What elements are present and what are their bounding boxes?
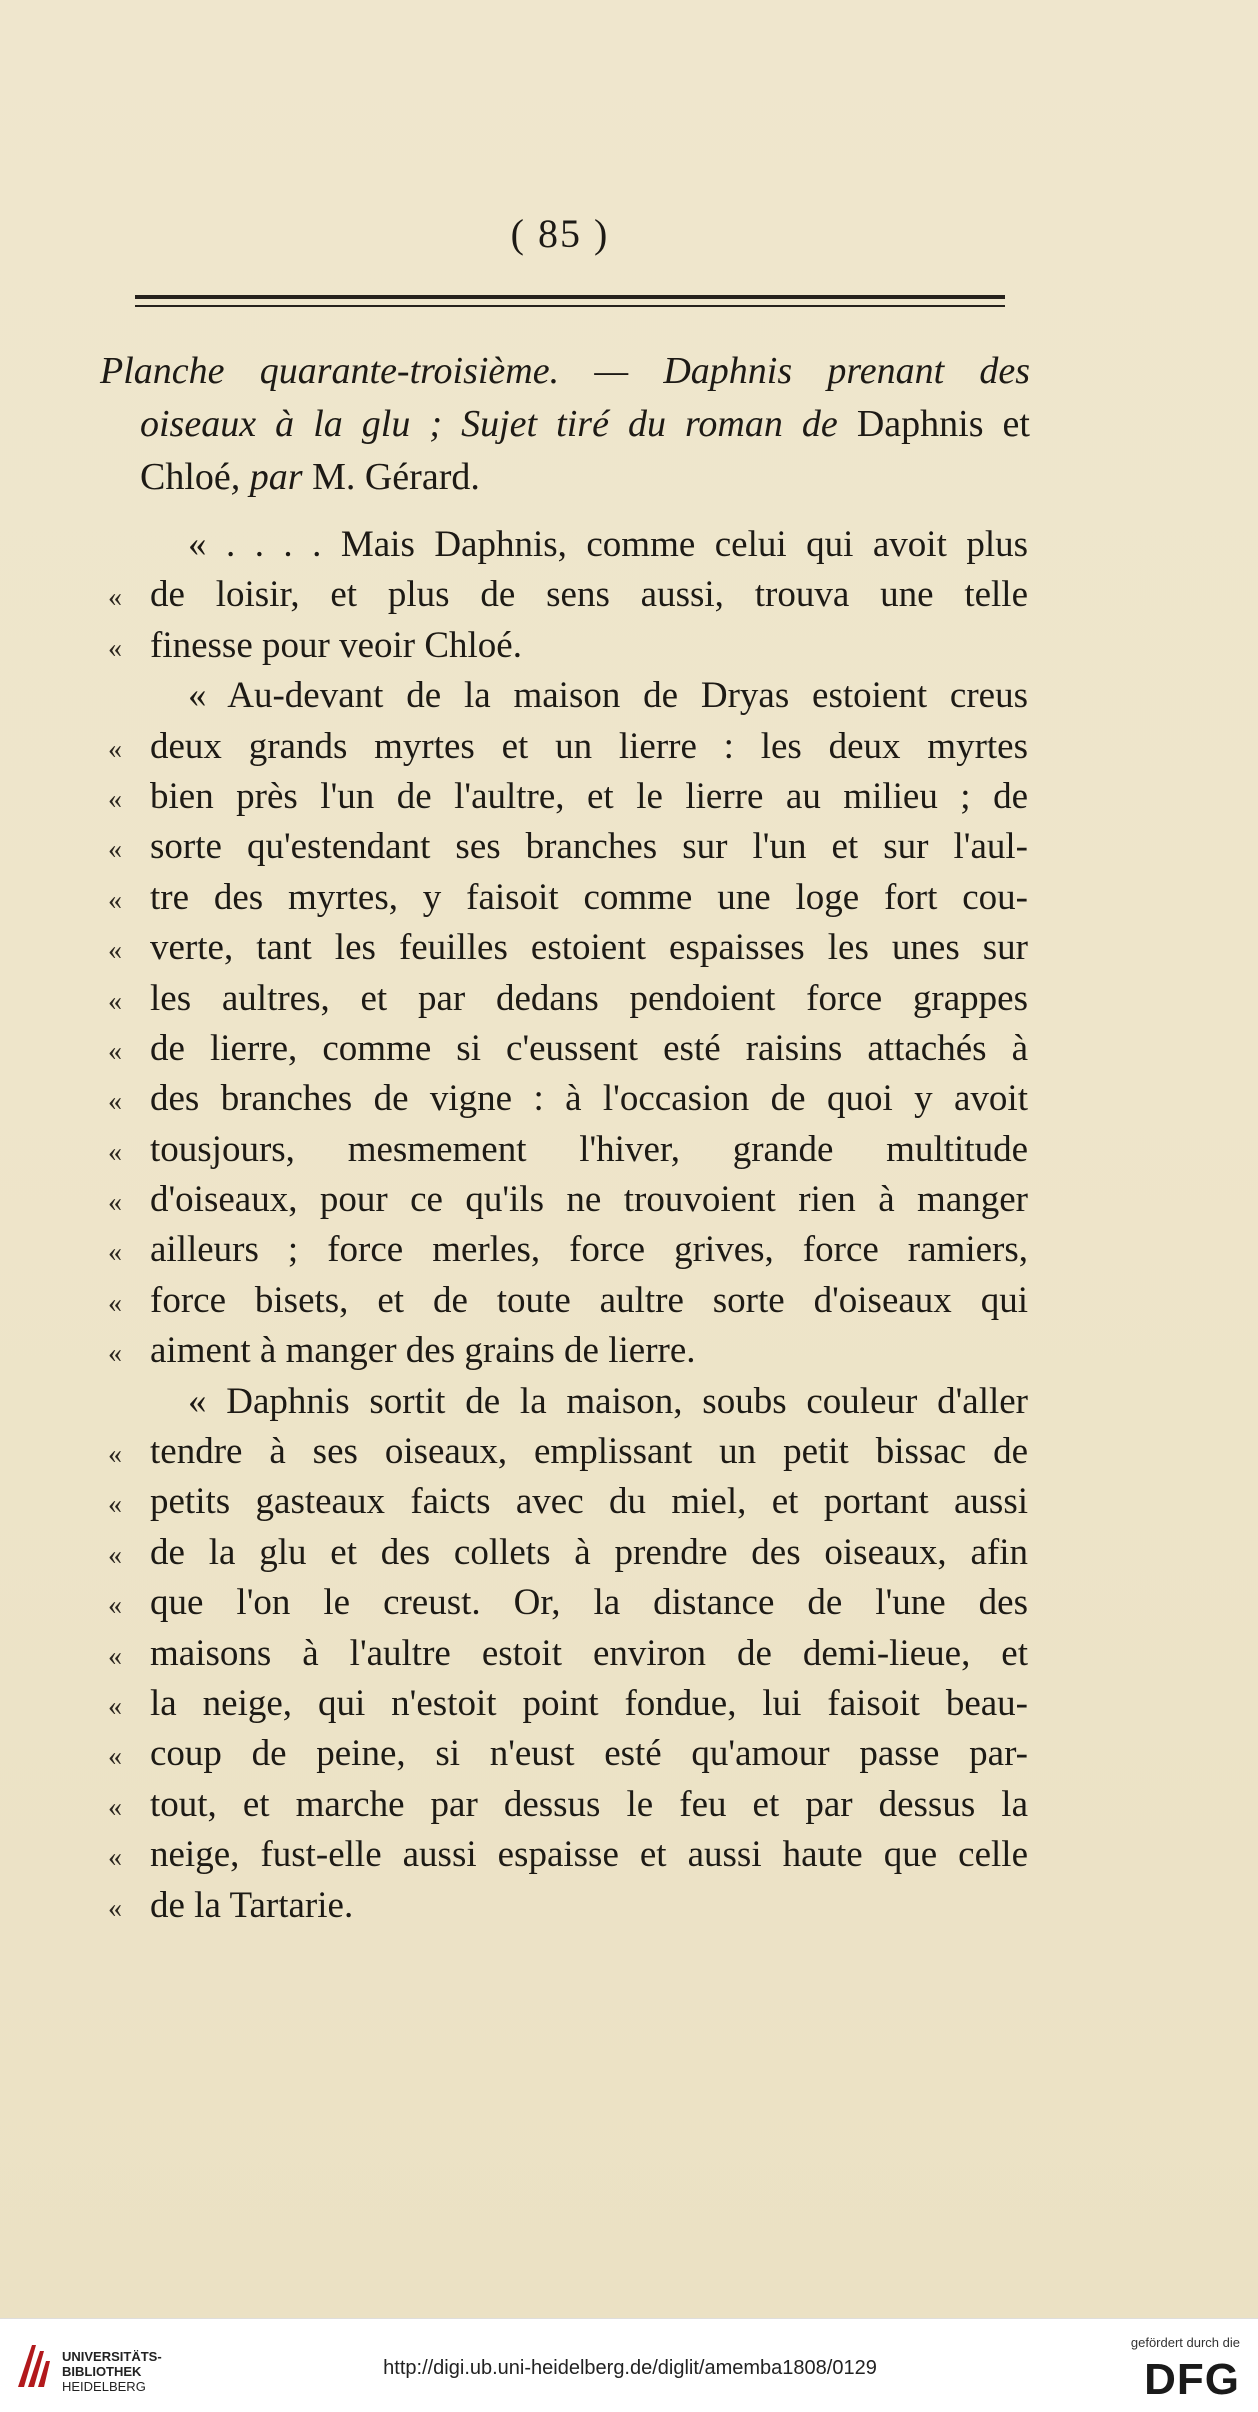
line-text: finesse pour veoir Chloé.	[150, 624, 522, 666]
text-line	[108, 1780, 1028, 1830]
line-text: « . . . . Mais Daphnis, comme celui qui avoit plus	[188, 524, 1028, 565]
library-name-line-1: UNIVERSITÄTS-	[62, 2349, 162, 2364]
permalink-url[interactable]: http://digi.ub.uni-heidelberg.de/diglit/amemba1808/0129	[383, 2357, 877, 2379]
text-line	[108, 1881, 1028, 1931]
line-text: coup de peine, si n'eust esté qu'amour passe par-	[150, 1733, 1028, 1775]
title-line-3-roman: Chloé	[140, 456, 231, 498]
header-rule-thick	[135, 295, 1005, 299]
quote-mark: «	[108, 1035, 122, 1067]
university-logo-icon	[14, 2341, 52, 2391]
line-text: que l'on le creust. Or, la distance de l'une des	[150, 1582, 1028, 1624]
quote-mark: «	[108, 1489, 122, 1521]
text-line	[108, 722, 1028, 772]
line-text: de lierre, comme si c'eussent esté raisins attachés à	[150, 1027, 1028, 1069]
text-line	[108, 520, 1028, 570]
quote-mark: «	[108, 1842, 122, 1874]
page-number: ( 85 )	[510, 211, 610, 256]
text-line	[108, 1024, 1028, 1074]
line-text: tre des myrtes, y faisoit comme une loge fort cou-	[150, 876, 1028, 918]
quote-mark: «	[108, 1690, 122, 1722]
text-line	[108, 621, 1028, 671]
text-line	[108, 570, 1028, 620]
line-text: d'oiseaux, pour ce qu'ils ne trouvoient rien à manger	[150, 1179, 1028, 1221]
text-line	[108, 1427, 1028, 1477]
line-text: de la glu et des collets à prendre des oiseaux, afin	[150, 1531, 1028, 1573]
text-line	[108, 822, 1028, 872]
title-line-2-italic: oiseaux à la glu ; Sujet tiré du roman de	[140, 403, 857, 445]
title-line-3-author: M. Gérard.	[312, 456, 480, 498]
quote-mark: «	[108, 1640, 122, 1672]
line-text: de loisir, et plus de sens aussi, trouva une telle	[150, 574, 1028, 616]
quote-mark: «	[108, 1237, 122, 1269]
line-text: les aultres, et par dedans pendoient force grappes	[150, 977, 1028, 1019]
line-text: tout, et marche par dessus le feu et par dessus la	[150, 1783, 1028, 1825]
text-line	[108, 1477, 1028, 1527]
quote-mark: «	[108, 582, 122, 614]
line-text: sorte qu'estendant ses branches sur l'un et sur l'aul-	[150, 826, 1028, 868]
text-line	[108, 923, 1028, 973]
funded-by-label: gefördert durch die	[1130, 2335, 1240, 2350]
line-text: tendre à ses oiseaux, emplissant un petit bissac de	[150, 1431, 1028, 1473]
line-text: verte, tant les feuilles estoient espaisses les unes sur	[150, 927, 1028, 969]
library-name-line-2: BIBLIOTHEK	[62, 2364, 142, 2379]
footer-bar	[0, 2318, 1258, 2412]
line-text: force bisets, et de toute aultre sorte d'oiseaux qui	[150, 1279, 1028, 1321]
line-text: « Daphnis sortit de la maison, soubs couleur d'aller	[188, 1380, 1028, 1422]
title-line-3-italic: , par	[230, 456, 313, 498]
quote-mark: «	[108, 733, 122, 765]
quote-mark: «	[108, 1287, 122, 1319]
quote-mark: «	[108, 1892, 122, 1924]
text-line	[108, 1528, 1028, 1578]
text-line	[108, 1074, 1028, 1124]
text-line	[108, 1225, 1028, 1275]
line-text: des branches de vigne : à l'occasion de quoi y avoit	[150, 1078, 1028, 1120]
text-line	[108, 1326, 1028, 1376]
line-text: deux grands myrtes et un lierre : les deux myrtes	[150, 725, 1028, 767]
quote-mark: «	[108, 1086, 122, 1118]
line-text: ailleurs ; force merles, force grives, force ramiers,	[150, 1229, 1028, 1271]
line-text: tousjours, mesmement l'hiver, grande multitude	[150, 1128, 1028, 1170]
title-line-1: Planche quarante-troisième. — Daphnis prenant des	[100, 350, 1030, 392]
quote-mark: «	[108, 1439, 122, 1471]
text-line	[108, 1276, 1028, 1326]
text-line	[108, 1175, 1028, 1225]
line-text: « Au-devant de la maison de Dryas estoient creus	[188, 675, 1028, 717]
text-line	[108, 1830, 1028, 1880]
text-line	[108, 671, 1028, 721]
line-text: petits gasteaux faicts avec du miel, et portant aussi	[150, 1481, 1028, 1523]
line-text: maisons à l'aultre estoit environ de demi-lieue, et	[150, 1632, 1028, 1674]
text-line	[108, 873, 1028, 923]
line-text: neige, fust-elle aussi espaisse et aussi haute que celle	[150, 1834, 1028, 1876]
quote-mark: «	[108, 985, 122, 1017]
title-line-2-end: et	[983, 403, 1030, 445]
plate-title	[100, 345, 1030, 504]
library-name-line-3: HEIDELBERG	[62, 2379, 146, 2394]
quote-mark: «	[108, 1136, 122, 1168]
quote-mark: «	[108, 1539, 122, 1571]
title-line-2	[100, 398, 1030, 451]
quote-mark: «	[108, 1187, 122, 1219]
line-text: aiment à manger des grains de lierre.	[150, 1330, 696, 1372]
header-rule-thin	[135, 305, 1005, 307]
quote-mark: «	[108, 1791, 122, 1823]
quote-mark: «	[108, 935, 122, 967]
quote-mark: «	[108, 1338, 122, 1370]
quote-mark: «	[108, 632, 122, 664]
library-name	[62, 2349, 162, 2394]
text-line	[108, 1679, 1028, 1729]
line-text: bien près l'un de l'aultre, et le lierre au milieu ; de	[150, 775, 1028, 817]
quote-mark: «	[108, 783, 122, 815]
text-line	[108, 974, 1028, 1024]
quote-mark: «	[108, 1590, 122, 1622]
line-text: de la Tartarie.	[150, 1884, 354, 1926]
body-text	[108, 520, 1028, 1931]
title-line-3	[100, 451, 1030, 504]
quote-mark: «	[108, 1741, 122, 1773]
text-line	[108, 1629, 1028, 1679]
quote-mark: «	[108, 884, 122, 916]
text-line	[108, 1578, 1028, 1628]
text-line	[108, 1125, 1028, 1175]
text-line	[108, 1377, 1028, 1427]
text-line	[108, 772, 1028, 822]
text-line	[108, 1729, 1028, 1779]
line-text: la neige, qui n'estoit point fondue, lui faisoit beau-	[150, 1682, 1028, 1724]
dfg-logo: DFG	[1144, 2355, 1240, 2404]
quote-mark: «	[108, 834, 122, 866]
title-line-2-roman: Daphnis	[856, 403, 984, 445]
